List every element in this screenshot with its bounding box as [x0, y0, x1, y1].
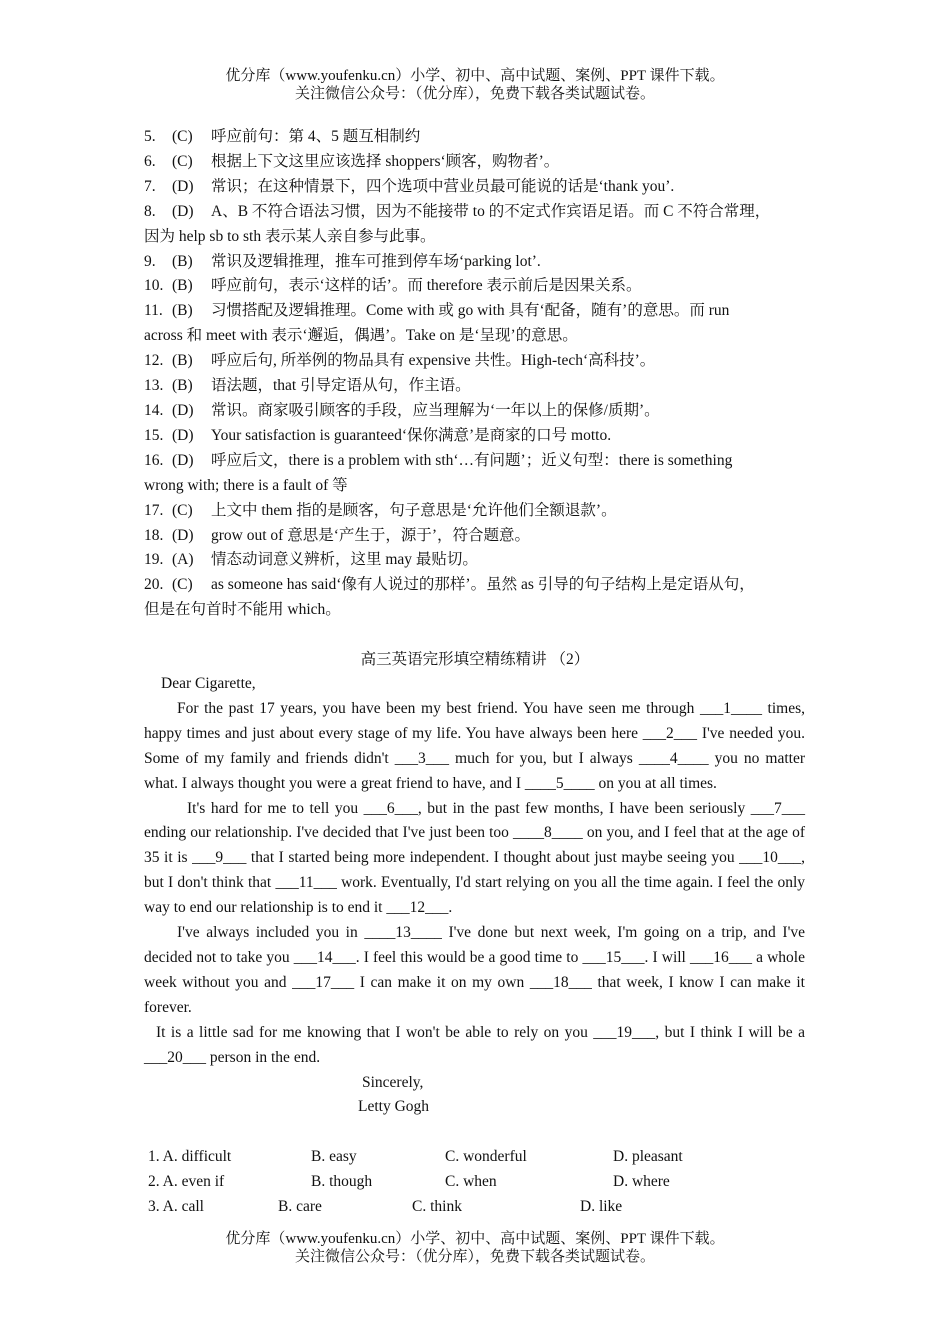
answer-item [144, 250, 824, 275]
option-row [148, 1195, 808, 1220]
answer-number: 17. [144, 501, 164, 519]
answer-text: 常识及逻辑推理，推车可推到停车场‘parking lot’. [211, 252, 541, 270]
answer-continuation: 因为 help sb to sth 表示某人亲自参与此事。 [144, 227, 436, 245]
answer-option: (D) [172, 177, 194, 195]
letter-signature: Letty Gogh [358, 1098, 430, 1116]
option-a: 1. A. difficult [148, 1148, 232, 1165]
answer-text: Your satisfaction is guaranteed‘保你满意’是商家的口号 motto. [211, 426, 612, 444]
answer-text: 呼应前句，表示‘这样的话’。而 therefore 表示前后是因果关系。 [211, 277, 642, 295]
answer-item [144, 299, 824, 349]
answer-option: (D) [172, 202, 194, 220]
page-footer [0, 1230, 950, 1266]
answer-item [144, 499, 824, 524]
answer-option: (B) [172, 302, 193, 320]
answer-item [144, 200, 824, 250]
option-row [148, 1145, 808, 1170]
answer-text: 上文中 them 指的是顾客，句子意思是‘允许他们全额退款’。 [211, 501, 617, 519]
passage-paragraph-1: For the past 17 years, you have been my best friend. You have seen me through ___1____ times, happy times and just about every stage of my life. You have always been here ___2___ I've needed you. Some of my family and friends didn't ___3___ much for you, but I always ____4____ you no matter what. I always thought you were a great friend to have, and I ____5____ on you at all times. [144, 699, 805, 792]
answer-text: 呼应后文，there is a problem with sth‘…有问题’；近义句型：there is something [211, 451, 733, 469]
option-b: B. easy [311, 1148, 357, 1165]
answer-item [144, 274, 824, 299]
answer-number: 9. [144, 252, 156, 270]
answer-text: 呼应前句：第 4、5 题互相制约 [211, 128, 421, 145]
answer-number: 20. [144, 576, 164, 594]
answer-option: (D) [172, 401, 194, 419]
answer-text: 情态动词意义辨析，这里 may 最贴切。 [211, 551, 478, 569]
answer-explanations [144, 125, 824, 623]
footer-line-2: 关注微信公众号：（优分库），免费下载各类试题试卷。 [294, 1249, 655, 1265]
option-a: 3. A. call [148, 1197, 204, 1215]
answer-number: 10. [144, 277, 164, 295]
answer-number: 14. [144, 401, 164, 419]
option-b: B. care [278, 1197, 322, 1215]
answer-item [144, 374, 824, 399]
answer-option: (B) [172, 252, 193, 270]
answer-option: (B) [172, 377, 193, 395]
answer-text: A、B 不符合语法习惯，因为不能接带 to 的不定式作宾语足语。而 C 不符合常理， [211, 202, 771, 220]
letter-salutation: Dear Cigarette, [161, 675, 256, 692]
option-c: C. when [445, 1172, 497, 1190]
option-row [148, 1170, 808, 1195]
answer-text: as someone has said‘像有人说过的那样’。虽然 as 引导的句子结构上是定语从句， [211, 576, 755, 594]
answer-option: (C) [172, 128, 193, 145]
option-d: D. where [613, 1172, 670, 1190]
passage-paragraph-4: It is a little sad for me knowing that I won't be able to rely on you ___19___, but I think I will be a ___20___ person in the end. [144, 1023, 805, 1066]
answer-text: 语法题，that 引导定语从句，作主语。 [211, 377, 471, 395]
footer-line-1: 优分库（www.youfenku.cn）小学、初中、高中试题、案例、PPT 课件下载。 [225, 1231, 725, 1247]
header-line-1: 优分库（www.youfenku.cn）小学、初中、高中试题、案例、PPT 课件下载。 [225, 68, 725, 84]
option-d: D. pleasant [613, 1148, 683, 1165]
answer-option: (D) [172, 451, 194, 469]
answer-option: (B) [172, 352, 193, 370]
answer-number: 8. [144, 202, 156, 220]
answer-item [144, 424, 824, 449]
passage-paragraph-2: It's hard for me to tell you ___6___, but in the past few months, I have been seriously ___7___ ending our relationship. I've decided that I've just been too ____8____ on you, and I feel that at the age of 35 it is ___9___ that I started being more independent. I thought about just maybe seeing you ___10___, but I don't think that ___11___ work. Eventually, I'd start relying on you all the time again. I feel the only way to end our relationship is to end it ___12___. [144, 799, 805, 917]
option-c: C. think [412, 1197, 462, 1215]
answer-option: (A) [172, 551, 194, 569]
answer-text: 常识；在这种情景下，四个选项中营业员最可能说的话是‘thank you’. [211, 177, 675, 195]
answer-number: 19. [144, 551, 164, 569]
passage-paragraph-3: I've always included you in ____13____ I've done but next week, I'm going on a trip, and I've decided not to take you ___14___. I feel this would be a good time to ___15___. I will ___16___ a whole week without you and ___17___ I can make it on my own ___18___ that week, I know I can make it forever. [144, 924, 805, 1016]
answer-option: (B) [172, 277, 193, 295]
answer-number: 18. [144, 526, 164, 544]
answer-option: (C) [172, 576, 193, 594]
answer-text: 呼应后句, 所举例的物品具有 expensive 共性。High-tech‘高科技’。 [211, 352, 656, 370]
answer-continuation: 但是在句首时不能用 which。 [144, 601, 341, 619]
answer-text: 根据上下文这里应该选择 shoppers‘顾客，购物者’。 [211, 152, 560, 170]
answer-item [144, 573, 824, 623]
answer-item [144, 548, 824, 573]
answer-text: 习惯搭配及逻辑推理。Come with 或 go with 具有‘配备，随有’的意思。而 run [211, 302, 730, 320]
answer-text: grow out of 意思是‘产生于，源于’，符合题意。 [211, 526, 531, 544]
answer-item [144, 524, 824, 549]
page-header [0, 67, 950, 103]
answer-number: 5. [144, 128, 156, 145]
option-b: B. though [311, 1172, 373, 1190]
answer-number: 11. [144, 302, 163, 320]
answer-option: (C) [172, 501, 193, 519]
answer-options [148, 1145, 808, 1220]
option-a: 2. A. even if [148, 1172, 225, 1190]
answer-item [144, 449, 824, 499]
answer-item [144, 150, 824, 175]
header-line-2: 关注微信公众号：（优分库），免费下载各类试题试卷。 [294, 86, 655, 102]
answer-item [144, 349, 824, 374]
option-c: C. wonderful [445, 1148, 527, 1165]
answer-item [144, 175, 824, 200]
answer-text: 常识。商家吸引顾客的手段，应当理解为‘一年以上的保修/质期’。 [211, 401, 660, 419]
answer-option: (C) [172, 152, 193, 170]
answer-number: 6. [144, 152, 156, 170]
cloze-passage [144, 672, 805, 1120]
answer-continuation: across 和 meet with 表示‘邂逅，偶遇’。Take on 是‘呈现’的意思。 [144, 327, 578, 345]
answer-number: 16. [144, 451, 164, 469]
answer-number: 13. [144, 377, 164, 395]
answer-continuation: wrong with; there is a fault of 等 [144, 476, 348, 494]
answer-option: (D) [172, 526, 194, 544]
letter-closing: Sincerely, [362, 1073, 424, 1091]
answer-number: 12. [144, 352, 164, 370]
option-d: D. like [580, 1197, 623, 1215]
answer-item [144, 125, 824, 150]
answer-number: 15. [144, 426, 164, 444]
answer-number: 7. [144, 177, 156, 195]
answer-item [144, 399, 824, 424]
exercise-title: 高三英语完形填空精练精讲 （2） [360, 651, 590, 668]
answer-option: (D) [172, 426, 194, 444]
